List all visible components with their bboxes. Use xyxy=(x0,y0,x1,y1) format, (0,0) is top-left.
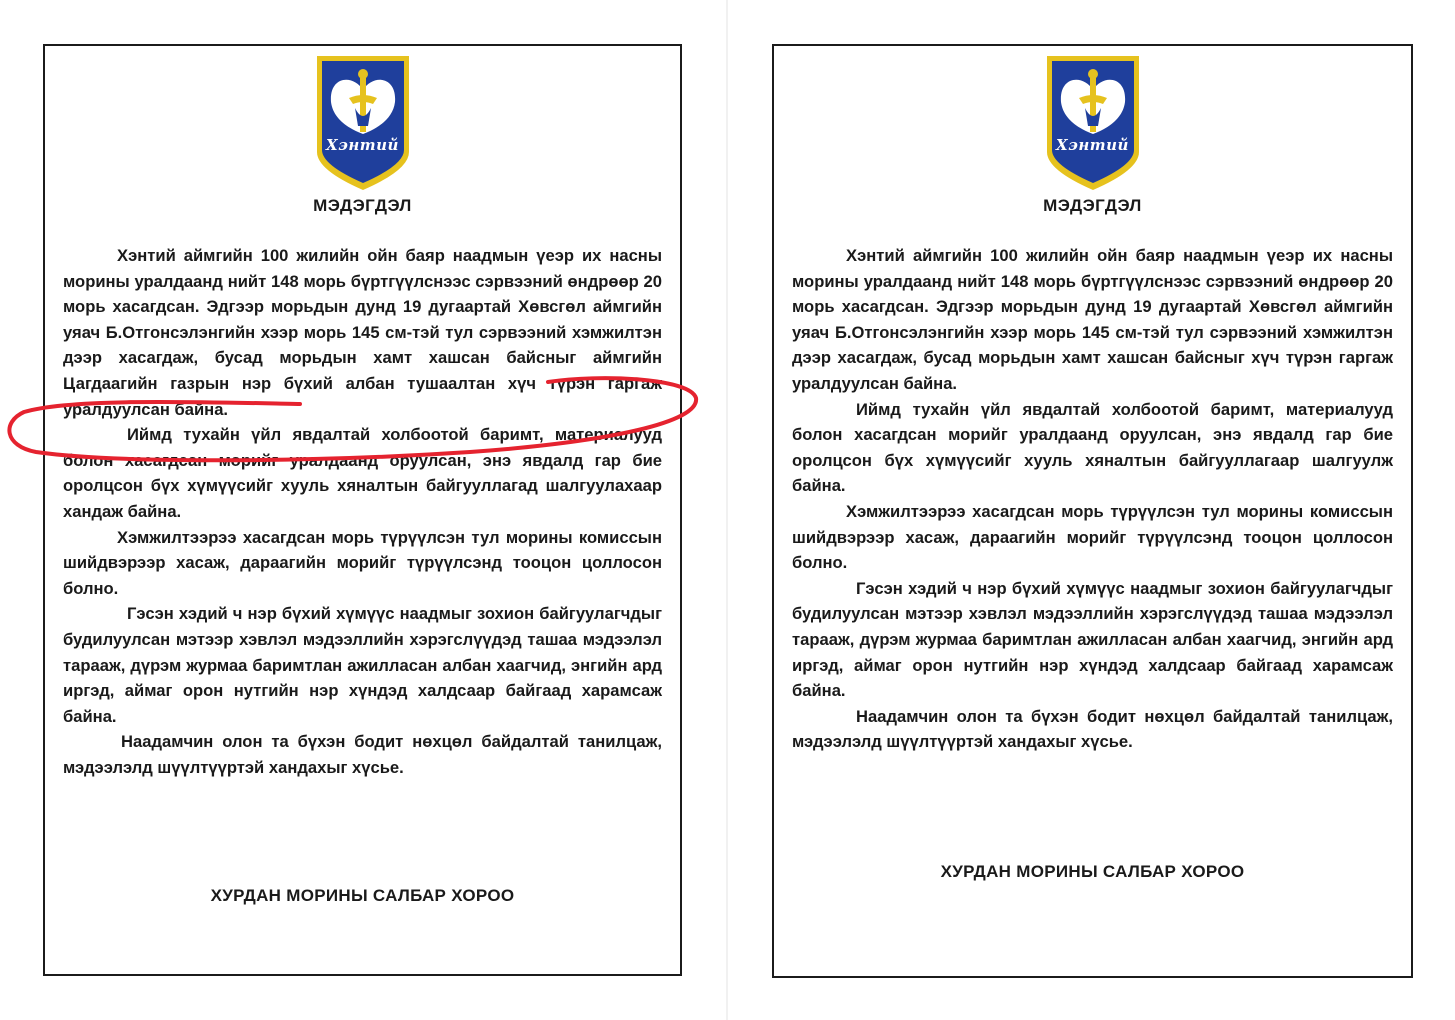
document-signature: ХУРДАН МОРИНЫ САЛБАР ХОРОО xyxy=(210,886,515,905)
paragraph: Хэмжилтээрээ хасагдсан морь түрүүлсэн тул морины комиссын шийдвэрээр хасаж, дараагийн морийг түрүүлсэнд тооцон цоллосон болно. xyxy=(792,501,1393,573)
paragraph: Наадамчин олон та бүхэн бодит нөхцөл байдалтай танилцаж, мэдээлэлд шүүлтүүртэй хандахыг хүсье. xyxy=(792,706,1393,752)
khentii-crest-icon xyxy=(1043,52,1143,192)
image-divider xyxy=(726,0,728,1020)
khentii-crest-icon xyxy=(313,52,413,192)
paragraph: Гэсэн хэдий ч нэр бүхий хүмүүс наадмыг зохион байгуулагчдыг будилуулсан мэтээр хэвлэл мэдээллийн хэрэгслүүдэд ташаа мэдээлэл тарааж, дүрэм журмаа баримтлан ажилласан албан хаагчид, энгийн ард иргэд, аймаг орон нутгийн нэр хүндэд халдсаар байгаад харамсаж байна. xyxy=(63,604,662,726)
document-body xyxy=(63,243,662,780)
paragraph: Иймд тухайн үйл явдалтай холбоотой баримт, материалууд болон хасагдсан морийг уралдаанд оруулсан, энэ явдалд гар бие оролцсон бүх хүмүүсийг хууль хяналтын байгууллагаар шалгуулж байна. xyxy=(792,399,1393,496)
right-document xyxy=(772,44,1413,978)
crest-shield xyxy=(1043,52,1143,192)
paragraph: Хэмжилтээрээ хасагдсан морь түрүүлсэн тул морины комиссын шийдвэрээр хасаж, дараагийн морийг түрүүлсэнд тооцон цоллосон болно. xyxy=(63,527,662,598)
paragraph: Гэсэн хэдий ч нэр бүхий хүмүүс наадмыг зохион байгуулагчдыг будилуулсан мэтээр хэвлэл мэдээллийн хэрэгслүүдэд ташаа мэдээлэл тарааж, дүрэм журмаа баримтлан ажилласан албан хаагчид, энгийн ард иргэд, аймаг орон нутгийн нэр хүндэд халдсаар байгаад харамсаж байна. xyxy=(792,578,1393,701)
paragraph: Иймд тухайн үйл явдалтай холбоотой баримт, материалууд болон хасагдсан морийг уралдаанд оруулсан, энэ явдалд гар бие оролцсон бүх хүмүүсийг хууль хяналтын байгууллагад шалгуулахаар хандаж байна. xyxy=(63,425,662,521)
left-document xyxy=(43,44,682,976)
paragraph: Хэнтий аймгийн 100 жилийн ойн баяр наадмын үеэр их насны морины уралдаанд нийт 148 морь бүртгүүлснээс сэрвээний өндрөөр 20 морь хасагдсан. Эдгээр морьдын дунд 19 дугаартай Хөвсгөл аймгийн уяач Б.Отгонсэлэнгийн хээр морь 145 см-тэй тул сэрвээний хэмжилтэн дээр хасагдаж, бусад морьдын хамт хашсан байсныг хүч түрэн гаргаж уралдуулсан байна. xyxy=(792,246,1393,393)
crest-label: Хэнтий xyxy=(1056,136,1129,154)
document-title: МЭДЭГДЭЛ xyxy=(313,196,412,215)
crest-label: Хэнтий xyxy=(326,136,399,154)
paragraph: Наадамчин олон та бүхэн бодит нөхцөл байдалтай танилцаж, мэдээлэлд шүүлтүүртэй хандахыг хүсье. xyxy=(63,732,662,777)
document-signature: ХУРДАН МОРИНЫ САЛБАР ХОРОО xyxy=(940,862,1245,881)
document-title: МЭДЭГДЭЛ xyxy=(1043,196,1142,215)
crest-shield xyxy=(313,52,413,192)
paragraph: Хэнтий аймгийн 100 жилийн ойн баяр наадмын үеэр их насны морины уралдаанд нийт 148 морь бүртгүүлснээс сэрвээний өндрөөр 20 морь хасагдсан. Эдгээр морьдын дунд 19 дугаартай Хөвсгөл аймгийн уяач Б.Отгонсэлэнгийн хээр морь 145 см-тэй тул сэрвээний хэмжилтэн дээр хасагдаж, бусад морьдын хамт хашсан байсныг аймгийн Цагдаагийн газрын нэр бүхий албан тушаалтан хүч түрэн гаргаж уралдуулсан байна. xyxy=(63,246,662,419)
document-body xyxy=(792,243,1393,755)
